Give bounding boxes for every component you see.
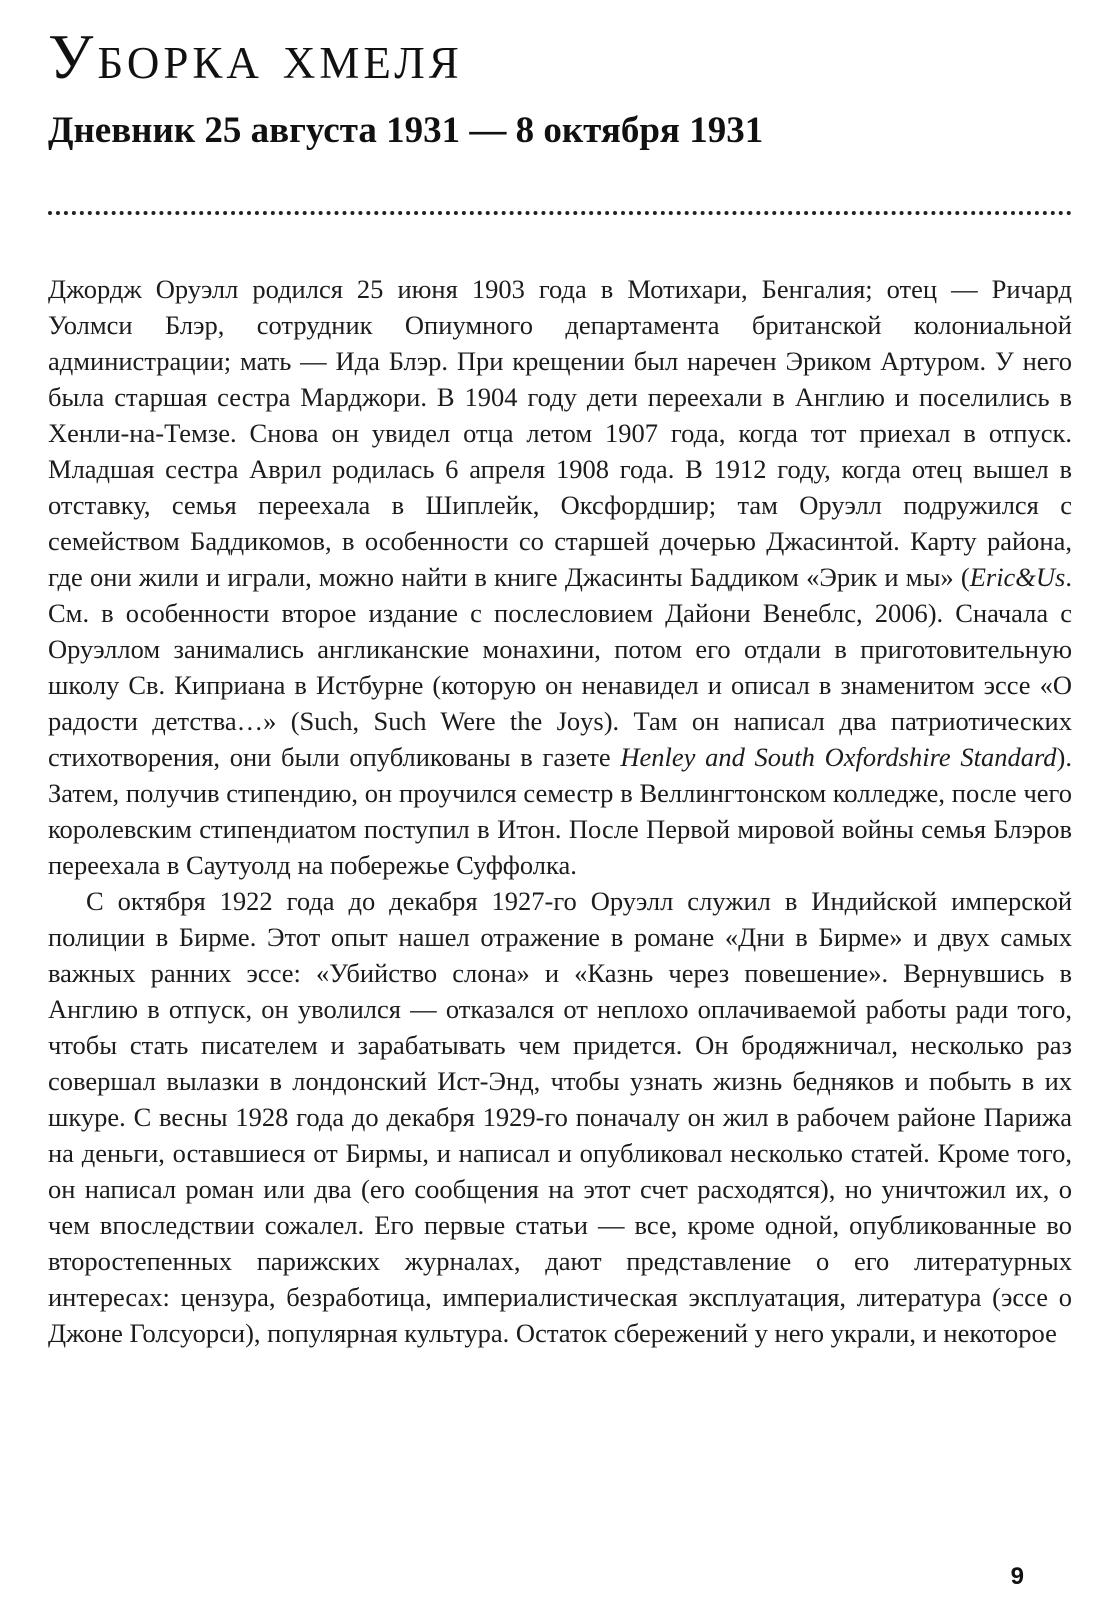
italic-title: Henley and South Oxfordshire Standard bbox=[620, 742, 1057, 772]
text-segment: Джордж Оруэлл родился 25 июня 1903 года в Мотихари, Бенгалия; отец — Ричард Уолмси Блэр, сотрудник Опиумного департамента британской колониальной администрации; мать — Ида Блэр. При крещении был наречен Эриком Артуром. У него была старшая сестра Марджори. В 1904 году дети переехали в Англию и поселились в Хенли-на-Темзе. Снова он увидел отца летом 1907 года, когда тот приехал в отпуск. Младшая сестра Аврил родилась 6 апреля 1908 года. В 1912 году, когда отец вышел в отставку, семья переехала в Шиплейк, Оксфордшир; там Оруэлл подружился с семейством Баддикомов, в особенности со старшей дочерью Джасинтой. Карту района, где они жили и играли, можно найти в книге Джасинты Баддиком «Эрик и мы» ( bbox=[48, 274, 1072, 592]
chapter-subtitle: Дневник 25 августа 1931 — 8 октября 1931 bbox=[48, 110, 764, 151]
dotted-divider bbox=[48, 211, 1072, 215]
body-text bbox=[48, 271, 1072, 1351]
italic-title: Eric&Us bbox=[969, 562, 1066, 592]
text-segment: ). Затем, получив стипендию, он проучился семестр в Веллингтонском колледже, после чего королевским стипендиатом поступил в Итон. После Первой мировой войны семья Блэров переехала в Саутуолд на побережье Суффолка. bbox=[48, 742, 1072, 880]
chapter-title: Уборка хмеля bbox=[48, 21, 463, 92]
paragraph bbox=[48, 271, 1072, 883]
text-segment: . См. в особенности второе издание с послесловием Дайони Венеблс, 2006). Сначала с Оруэллом занимались англиканские монахини, потом его отдали в приготовительную школу Св. Киприана в Истбурне (которую он ненавидел и описал в знаменитом эссе «О радости детства…» (Such, Such Were the Joys). Там он написал два патриотических стихотворения, они были опубликованы в газете bbox=[48, 562, 1072, 772]
paragraph bbox=[48, 883, 1072, 1351]
page-number: 9 bbox=[1010, 1563, 1024, 1590]
text-segment: С октября 1922 года до декабря 1927-го Оруэлл служил в Индийской имперской полиции в Бирме. Этот опыт нашел отражение в романе «Дни в Бирме» и двух самых важных ранних эссе: «Убийство слона» и «Казнь через повешение». Вернувшись в Англию в отпуск, он уволился — отказался от неплохо оплачиваемой работы ради того, чтобы стать писателем и зарабатывать чем придется. Он бродяжничал, несколько раз совершал вылазки в лондонский Ист-Энд, чтобы узнать жизнь бедняков и побыть в их шкуре. С весны 1928 года до декабря 1929-го поначалу он жил в рабочем районе Парижа на деньги, оставшиеся от Бирмы, и написал и опубликовал несколько статей. Кроме того, он написал роман или два (его сообщения на этот счет расходятся), но уничтожил их, о чем впоследствии сожалел. Его первые статьи — все, кроме одной, опубликованные во второстепенных парижских журналах, дают представление о его литературных интересах: цензура, безработица, империалистическая эксплуатация, литература (эссе о Джоне Голсуорси), популярная культура. Остаток сбережений у него украли, и некоторое bbox=[48, 886, 1072, 1348]
book-page bbox=[48, 0, 1072, 1601]
